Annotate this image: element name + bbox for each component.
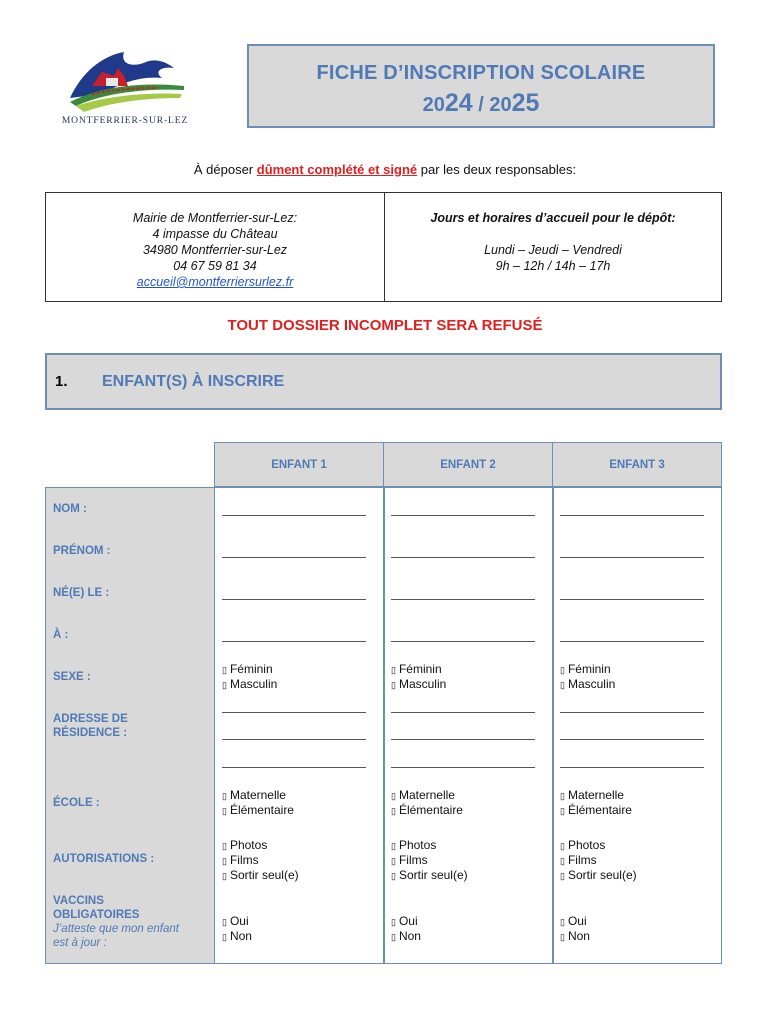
mairie-name: Mairie de Montferrier-sur-Lez: [132, 211, 298, 225]
section-title: ENFANT(S) À INSCRIRE [102, 373, 285, 390]
option-label: Oui [398, 914, 418, 928]
hours-times: 9h – 12h / 14h – 17h [495, 259, 611, 273]
option-label: Féminin [398, 662, 442, 676]
option-label: Films [567, 853, 597, 867]
enfant-2-adresse-2-field[interactable] [391, 739, 535, 740]
checkbox-icon[interactable]: ▯ [560, 665, 565, 675]
option-label: Maternelle [398, 788, 455, 802]
section-header [45, 353, 722, 410]
year-b-suffix: 25 [511, 89, 540, 117]
opening-hours [385, 193, 721, 301]
enfant-1-autorisations-option[interactable] [222, 868, 299, 884]
year-a-prefix: 20 [422, 94, 445, 116]
hours-days: Lundi – Jeudi – Vendredi [484, 243, 622, 257]
enfant-1-autorisations-option[interactable] [222, 853, 259, 869]
mairie-city: 34980 Montferrier-sur-Lez [142, 243, 288, 257]
option-label: Masculin [567, 677, 616, 691]
mairie-phone: 04 67 59 81 34 [173, 259, 257, 273]
option-label: Sortir seul(e) [567, 868, 637, 882]
label-adresse-line1: ADRESSE DE [53, 713, 128, 725]
enfant-3-autorisations-option[interactable] [560, 868, 637, 884]
option-label: Films [398, 853, 428, 867]
section-number: 1. [55, 373, 68, 390]
enfant-3-vaccins-option[interactable] [560, 914, 587, 930]
column-header-enfant-2: ENFANT 2 [383, 442, 553, 487]
option-label: Films [229, 853, 259, 867]
option-label: Féminin [229, 662, 273, 676]
mairie-email-link[interactable]: accueil@montferriersurlez.fr [136, 275, 294, 289]
form-title: FICHE D’INSCRIPTION SCOLAIRE [316, 62, 646, 84]
label-prenom: PRÉNOM : [53, 545, 111, 557]
enfant-2-prenom-field[interactable] [391, 557, 535, 558]
checkbox-icon[interactable]: ▯ [391, 917, 396, 927]
label-adresse-line2: RÉSIDENCE : [53, 727, 128, 739]
enfant-3-vaccins-option[interactable] [560, 929, 590, 945]
enfant-2-ecole-option[interactable] [391, 788, 455, 804]
option-label: Masculin [398, 677, 447, 691]
checkbox-icon[interactable]: ▯ [391, 856, 396, 866]
deposit-emphasis: dûment complété et signé [256, 162, 418, 177]
enfant-1-vaccins-option[interactable] [222, 929, 252, 945]
option-label: Photos [567, 838, 606, 852]
label-vaccins-line4: est à jour : [53, 937, 107, 949]
label-a: À : [53, 629, 69, 641]
enfant-2-vaccins-option[interactable] [391, 914, 418, 930]
enfant-1-column [215, 487, 384, 964]
enfant-1-ecole-option[interactable] [222, 803, 294, 819]
enfant-2-autorisations-option[interactable] [391, 853, 428, 869]
enfant-2-nom-field[interactable] [391, 515, 535, 516]
enfant-2-sexe-option[interactable] [391, 662, 442, 678]
enfant-2-autorisations-option[interactable] [391, 838, 436, 854]
option-label: Non [567, 929, 590, 943]
school-year [249, 89, 713, 118]
enfant-1-sexe-option[interactable] [222, 662, 273, 678]
option-label: Sortir seul(e) [398, 868, 468, 882]
deposit-instruction [0, 162, 770, 177]
enfant-3-sexe-option[interactable] [560, 662, 611, 678]
checkbox-icon[interactable]: ▯ [391, 841, 396, 851]
checkbox-icon[interactable]: ▯ [560, 871, 565, 881]
enfant-1-ne-le-field[interactable] [222, 599, 366, 600]
year-separator: / [472, 94, 490, 116]
logo-caption: MONTFERRIER-SUR-LEZ [61, 116, 189, 126]
enfant-3-nom-field[interactable] [560, 515, 704, 516]
option-label: Photos [398, 838, 437, 852]
enfant-1-autorisations-option[interactable] [222, 838, 267, 854]
checkbox-icon[interactable]: ▯ [391, 871, 396, 881]
checkbox-icon[interactable]: ▯ [222, 917, 227, 927]
option-label: Élémentaire [398, 803, 463, 817]
checkbox-icon[interactable]: ▯ [391, 791, 396, 801]
enfant-3-ecole-option[interactable] [560, 803, 632, 819]
label-vaccins-line1: VACCINS [53, 895, 104, 907]
checkbox-icon[interactable]: ▯ [560, 932, 565, 942]
enfant-1-ecole-option[interactable] [222, 788, 286, 804]
option-label: Oui [567, 914, 587, 928]
enfant-1-sexe-option[interactable] [222, 677, 277, 693]
checkbox-icon[interactable]: ▯ [222, 841, 227, 851]
label-autorisations: AUTORISATIONS : [53, 853, 155, 865]
enfant-3-adresse-2-field[interactable] [560, 739, 704, 740]
checkbox-icon[interactable]: ▯ [560, 917, 565, 927]
column-header-enfant-3: ENFANT 3 [552, 442, 722, 487]
enfant-1-vaccins-option[interactable] [222, 914, 249, 930]
enfant-3-ne-le-field[interactable] [560, 599, 704, 600]
option-label: Élémentaire [229, 803, 294, 817]
checkbox-icon[interactable]: ▯ [222, 791, 227, 801]
enfant-2-a-field[interactable] [391, 641, 535, 642]
checkbox-icon[interactable]: ▯ [222, 932, 227, 942]
enfant-3-sexe-option[interactable] [560, 677, 615, 693]
checkbox-icon[interactable]: ▯ [222, 871, 227, 881]
enfant-2-sexe-option[interactable] [391, 677, 446, 693]
option-label: Non [398, 929, 421, 943]
mairie-street: 4 impasse du Château [152, 227, 278, 241]
label-vaccins-line2: OBLIGATOIRES [53, 909, 140, 921]
enfant-1-adresse-1-field[interactable] [222, 712, 366, 713]
enfant-2-adresse-1-field[interactable] [391, 712, 535, 713]
town-logo [50, 40, 200, 130]
enfant-1-nom-field[interactable] [222, 515, 366, 516]
enfant-1-adresse-2-field[interactable] [222, 739, 366, 740]
option-label: Élémentaire [567, 803, 632, 817]
enfant-3-prenom-field[interactable] [560, 557, 704, 558]
mairie-address [46, 193, 385, 301]
checkbox-icon[interactable]: ▯ [560, 791, 565, 801]
contact-info-box [45, 192, 722, 302]
enfant-3-autorisations-option[interactable] [560, 853, 597, 869]
enfant-2-ecole-option[interactable] [391, 803, 463, 819]
option-label: Sortir seul(e) [229, 868, 299, 882]
option-label: Oui [229, 914, 249, 928]
option-label: Féminin [567, 662, 611, 676]
form-title-box [247, 44, 715, 128]
label-vaccins [53, 894, 179, 950]
year-b-prefix: 20 [489, 94, 512, 116]
enfant-3-ecole-option[interactable] [560, 788, 624, 804]
checkbox-icon[interactable]: ▯ [222, 806, 227, 816]
enfant-1-a-field[interactable] [222, 641, 366, 642]
checkbox-icon[interactable]: ▯ [391, 665, 396, 675]
village-logo-icon [62, 42, 188, 118]
enfant-2-ne-le-field[interactable] [391, 599, 535, 600]
checkbox-icon[interactable]: ▯ [560, 856, 565, 866]
checkbox-icon[interactable]: ▯ [391, 806, 396, 816]
column-header-enfant-1: ENFANT 1 [214, 442, 384, 487]
option-label: Photos [229, 838, 268, 852]
label-nom: NOM : [53, 503, 87, 515]
enfant-2-adresse-3-field[interactable] [391, 767, 535, 768]
incomplete-warning: TOUT DOSSIER INCOMPLET SERA REFUSÉ [227, 317, 543, 334]
checkbox-icon[interactable]: ▯ [222, 665, 227, 675]
label-vaccins-line3: J’atteste que mon enfant [53, 923, 179, 935]
hours-title: Jours et horaires d’accueil pour le dépôt: [430, 211, 676, 225]
label-ne-le: NÉ(E) LE : [53, 587, 110, 599]
enfant-3-a-field[interactable] [560, 641, 704, 642]
option-label: Masculin [229, 677, 278, 691]
checkbox-icon[interactable]: ▯ [560, 680, 565, 690]
option-label: Maternelle [229, 788, 286, 802]
checkbox-icon[interactable]: ▯ [391, 680, 396, 690]
checkbox-icon[interactable]: ▯ [391, 932, 396, 942]
option-label: Non [229, 929, 252, 943]
year-a-suffix: 24 [444, 89, 473, 117]
option-label: Maternelle [567, 788, 624, 802]
checkbox-icon[interactable]: ▯ [560, 806, 565, 816]
checkbox-icon[interactable]: ▯ [222, 856, 227, 866]
enfant-2-autorisations-option[interactable] [391, 868, 468, 884]
enfant-2-column [384, 487, 553, 964]
checkbox-icon[interactable]: ▯ [560, 841, 565, 851]
deposit-suffix: par les deux responsables: [417, 162, 577, 177]
deposit-prefix: À déposer [193, 162, 257, 177]
label-adresse [53, 712, 128, 740]
enfant-3-column [553, 487, 722, 964]
enfant-3-adresse-1-field[interactable] [560, 712, 704, 713]
checkbox-icon[interactable]: ▯ [222, 680, 227, 690]
enfant-1-adresse-3-field[interactable] [222, 767, 366, 768]
enfant-2-vaccins-option[interactable] [391, 929, 421, 945]
enfant-1-prenom-field[interactable] [222, 557, 366, 558]
label-ecole: ÉCOLE : [53, 797, 100, 809]
enfant-3-adresse-3-field[interactable] [560, 767, 704, 768]
label-sexe: SEXE : [53, 671, 91, 683]
enfant-3-autorisations-option[interactable] [560, 838, 605, 854]
